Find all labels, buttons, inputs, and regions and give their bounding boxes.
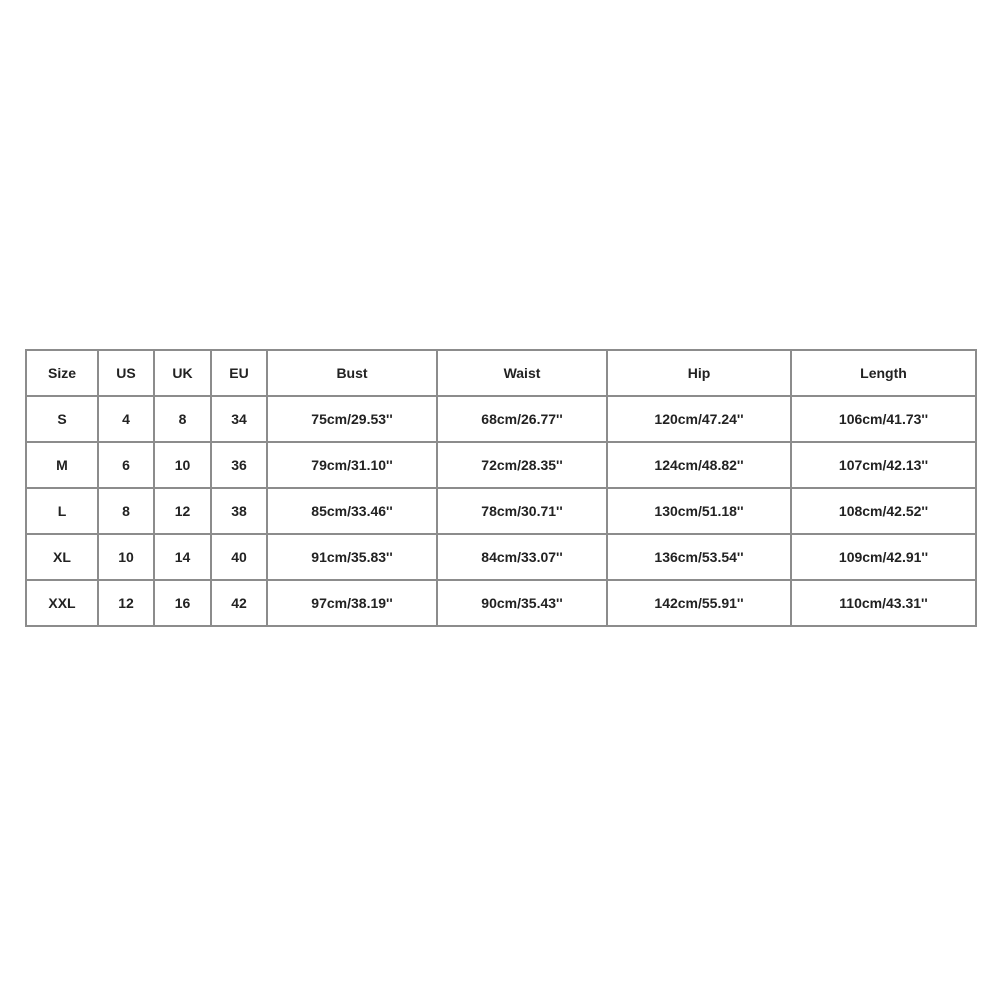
- cell-hip: 120cm/47.24'': [607, 396, 791, 442]
- cell-us: 12: [98, 580, 154, 626]
- header-waist: Waist: [437, 350, 607, 396]
- cell-size: M: [26, 442, 98, 488]
- cell-bust: 91cm/35.83'': [267, 534, 437, 580]
- cell-length: 106cm/41.73'': [791, 396, 976, 442]
- header-uk: UK: [154, 350, 211, 396]
- cell-waist: 68cm/26.77'': [437, 396, 607, 442]
- cell-uk: 12: [154, 488, 211, 534]
- cell-uk: 8: [154, 396, 211, 442]
- header-hip: Hip: [607, 350, 791, 396]
- cell-us: 6: [98, 442, 154, 488]
- cell-bust: 85cm/33.46'': [267, 488, 437, 534]
- header-eu: EU: [211, 350, 267, 396]
- table-row: [26, 396, 976, 442]
- cell-hip: 142cm/55.91'': [607, 580, 791, 626]
- cell-bust: 79cm/31.10'': [267, 442, 437, 488]
- cell-waist: 78cm/30.71'': [437, 488, 607, 534]
- cell-length: 110cm/43.31'': [791, 580, 976, 626]
- table-row: [26, 488, 976, 534]
- cell-eu: 36: [211, 442, 267, 488]
- table-row: [26, 580, 976, 626]
- cell-bust: 97cm/38.19'': [267, 580, 437, 626]
- header-size: Size: [26, 350, 98, 396]
- header-us: US: [98, 350, 154, 396]
- cell-bust: 75cm/29.53'': [267, 396, 437, 442]
- table-row: [26, 534, 976, 580]
- cell-eu: 42: [211, 580, 267, 626]
- cell-size: XXL: [26, 580, 98, 626]
- cell-length: 108cm/42.52'': [791, 488, 976, 534]
- cell-hip: 124cm/48.82'': [607, 442, 791, 488]
- cell-us: 4: [98, 396, 154, 442]
- cell-uk: 14: [154, 534, 211, 580]
- cell-us: 10: [98, 534, 154, 580]
- cell-size: S: [26, 396, 98, 442]
- cell-uk: 10: [154, 442, 211, 488]
- cell-waist: 84cm/33.07'': [437, 534, 607, 580]
- cell-uk: 16: [154, 580, 211, 626]
- cell-eu: 34: [211, 396, 267, 442]
- cell-hip: 130cm/51.18'': [607, 488, 791, 534]
- table-header-row: [26, 350, 976, 396]
- cell-size: L: [26, 488, 98, 534]
- cell-eu: 38: [211, 488, 267, 534]
- cell-hip: 136cm/53.54'': [607, 534, 791, 580]
- cell-length: 109cm/42.91'': [791, 534, 976, 580]
- cell-waist: 90cm/35.43'': [437, 580, 607, 626]
- table-row: [26, 442, 976, 488]
- header-bust: Bust: [267, 350, 437, 396]
- cell-length: 107cm/42.13'': [791, 442, 976, 488]
- header-length: Length: [791, 350, 976, 396]
- cell-size: XL: [26, 534, 98, 580]
- cell-us: 8: [98, 488, 154, 534]
- cell-waist: 72cm/28.35'': [437, 442, 607, 488]
- size-chart-table: [25, 349, 977, 627]
- cell-eu: 40: [211, 534, 267, 580]
